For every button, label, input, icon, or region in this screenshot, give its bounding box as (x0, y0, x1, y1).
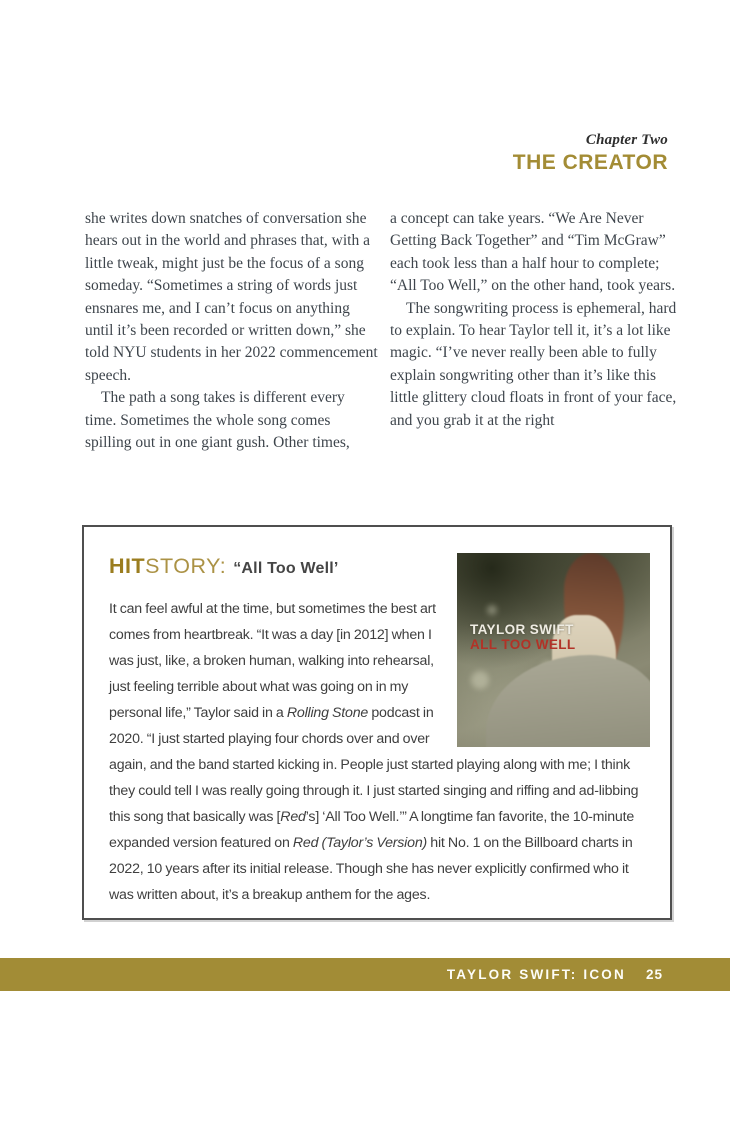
chapter-label: Chapter Two (585, 132, 668, 148)
chapter-title: THE CREATOR (512, 151, 668, 174)
body-column-right (390, 208, 685, 432)
bokeh-light (471, 671, 489, 689)
hitstory-title-story: STORY: (145, 554, 227, 578)
paragraph: she writes down snatches of conversation she hears out in the world and phrases that, with a little tweak, might just be the focus of a song someday. “Sometimes a string of words just ensnares me, and I can’t focus on anything until it’s been recorded or written down,” she told NYU students in her 2022 commencement speech. (85, 210, 378, 384)
figure-skirt (486, 655, 650, 747)
album-caption (470, 622, 576, 652)
paragraph: a concept can take years. “We Are Never Getting Back Together” and “Tim McGraw” each took less than a half hour to complete; “All Too Well,” on the other hand, took years. (390, 210, 676, 295)
footer-page-number: 25 (645, 967, 663, 982)
hitstory-box (82, 525, 672, 920)
album-cover-all-too-well (457, 553, 650, 747)
chapter-header (513, 132, 668, 175)
album-title-text: ALL TOO WELL (470, 637, 576, 653)
paragraph: The songwriting process is ephemeral, hard to explain. To hear Taylor tell it, it’s a lot like magic. “I’ve never really been able to fully explain songwriting other than it’s like this little glittery cloud floats in front of your face, and you grab it at the right (390, 299, 677, 429)
footer-bar (0, 958, 730, 991)
paragraph: The path a song takes is different every time. Sometimes the whole song comes spilling out in one giant gush. Other times, (85, 389, 350, 452)
hitstory-body: It can feel awful at the time, but sometimes the best art comes from heartbreak. “It was a day [in 2012] when I was just, like, a broken human, walking into rehearsal, just feeling terrible about what was going on in my personal life,” Taylor said in a Rolling Stone podcast in 2020. “I just started playing four chords over and over again, and the band started kicking in. People just started playing along with me; I think they could tell I was really going through it. I just started singing and riffing and ad-libbing this song that basically was [Red’s] ‘All Too Well.’” A longtime fan favorite, the 10-minute expanded version featured on Red (Taylor’s Version) hit No. 1 on the Billboard charts in 2022, 10 years after its initial release. Though she has never explicitly confirmed who it was written about, it’s a breakup anthem for the ages. (109, 601, 639, 903)
footer-book-title: TAYLOR SWIFT: ICON (446, 967, 626, 982)
album-artist-text: TAYLOR SWIFT (470, 622, 574, 637)
bokeh-light (487, 605, 497, 615)
hitstory-title-song: “All Too Well’ (233, 560, 339, 577)
body-column-left (85, 208, 380, 454)
hitstory-title-hit: HIT (109, 554, 146, 578)
